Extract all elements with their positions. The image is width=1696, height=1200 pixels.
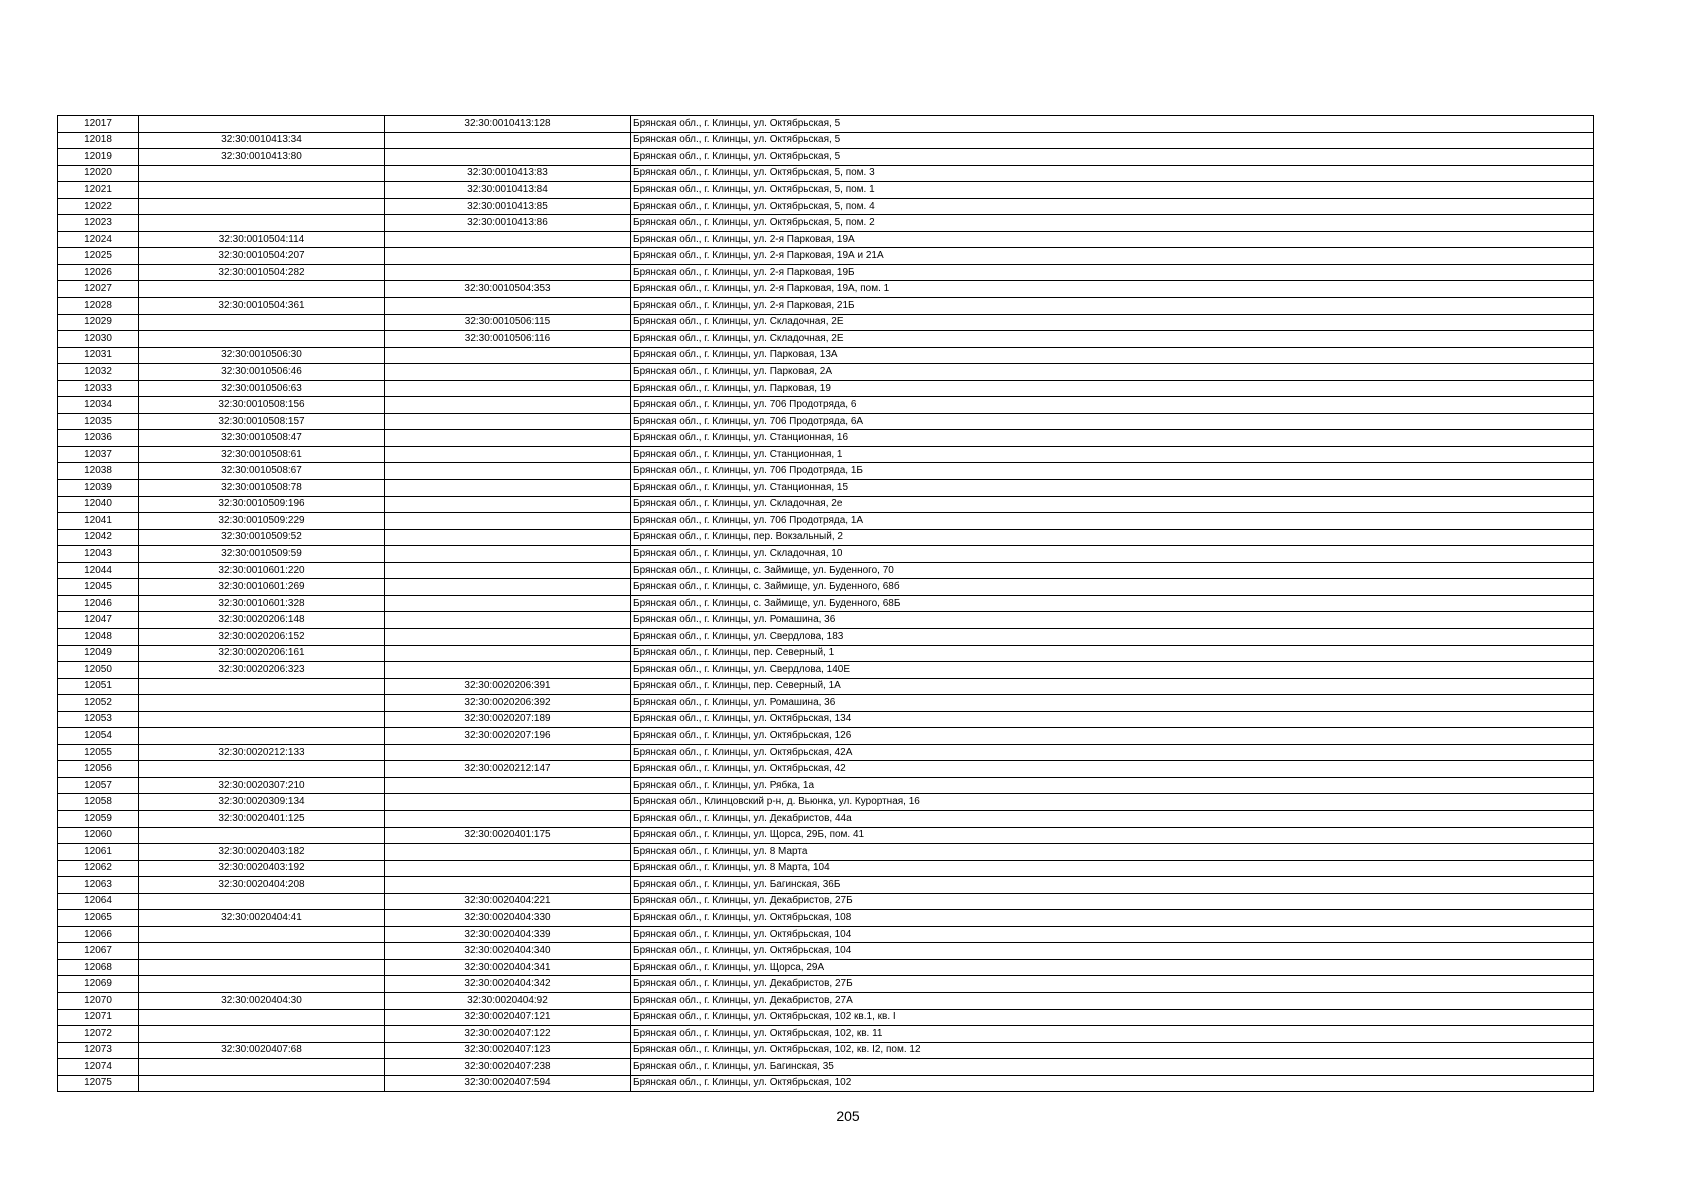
cadastral-number-object-cell <box>385 380 631 397</box>
row-number-cell: 12044 <box>58 562 139 579</box>
address-cell: Брянская обл., г. Клинцы, ул. Октябрьская, 126 <box>631 728 1594 745</box>
cadastral-number-object-cell <box>385 810 631 827</box>
cadastral-number-object-cell <box>385 612 631 629</box>
table-row <box>58 513 1594 530</box>
cadastral-number-cell: 32:30:0020206:323 <box>139 662 385 679</box>
table-row <box>58 612 1594 629</box>
row-number-cell: 12073 <box>58 1042 139 1059</box>
row-number-cell: 12056 <box>58 761 139 778</box>
cadastral-number-cell: 32:30:0020206:161 <box>139 645 385 662</box>
cadastral-number-cell: 32:30:0010504:114 <box>139 231 385 248</box>
address-cell: Брянская обл., г. Клинцы, ул. Октябрьская, 5, пом. 4 <box>631 198 1594 215</box>
address-cell: Брянская обл., Клинцовский р-н, д. Вьюнка, ул. Курортная, 16 <box>631 794 1594 811</box>
cadastral-number-cell: 32:30:0010506:46 <box>139 364 385 381</box>
cadastral-number-object-cell: 32:30:0020404:330 <box>385 910 631 927</box>
table-row <box>58 926 1594 943</box>
row-number-cell: 12020 <box>58 165 139 182</box>
address-cell: Брянская обл., г. Клинцы, с. Займище, ул. Буденного, 68Б <box>631 595 1594 612</box>
address-cell: Брянская обл., г. Клинцы, ул. Парковая, 19 <box>631 380 1594 397</box>
cadastral-number-object-cell: 32:30:0020404:341 <box>385 959 631 976</box>
cadastral-number-cell: 32:30:0010413:80 <box>139 149 385 166</box>
address-cell: Брянская обл., г. Клинцы, с. Займище, ул. Буденного, 70 <box>631 562 1594 579</box>
row-number-cell: 12059 <box>58 810 139 827</box>
row-number-cell: 12026 <box>58 264 139 281</box>
cadastral-number-object-cell: 32:30:0020407:121 <box>385 1009 631 1026</box>
cadastral-number-object-cell <box>385 149 631 166</box>
cadastral-number-cell: 32:30:0010509:52 <box>139 529 385 546</box>
row-number-cell: 12051 <box>58 678 139 695</box>
cadastral-number-cell: 32:30:0010504:282 <box>139 264 385 281</box>
row-number-cell: 12028 <box>58 298 139 315</box>
cadastral-number-cell: 32:30:0010601:269 <box>139 579 385 596</box>
cadastral-number-object-cell: 32:30:0020407:123 <box>385 1042 631 1059</box>
cadastral-number-cell <box>139 761 385 778</box>
cadastral-number-object-cell <box>385 744 631 761</box>
table-row <box>58 480 1594 497</box>
cadastral-number-object-cell <box>385 877 631 894</box>
address-cell: Брянская обл., г. Клинцы, ул. Октябрьская, 102, кв. I2, пом. 12 <box>631 1042 1594 1059</box>
table-row <box>58 446 1594 463</box>
table-row <box>58 761 1594 778</box>
table-row <box>58 794 1594 811</box>
address-cell: Брянская обл., г. Клинцы, ул. Октябрьская, 5 <box>631 149 1594 166</box>
cadastral-number-cell: 32:30:0010504:361 <box>139 298 385 315</box>
cadastral-number-cell <box>139 943 385 960</box>
cadastral-number-object-cell <box>385 298 631 315</box>
cadastral-number-cell: 32:30:0020403:192 <box>139 860 385 877</box>
row-number-cell: 12047 <box>58 612 139 629</box>
row-number-cell: 12066 <box>58 926 139 943</box>
table-row <box>58 331 1594 348</box>
table-row <box>58 165 1594 182</box>
cadastral-number-cell: 32:30:0010601:220 <box>139 562 385 579</box>
cadastral-number-object-cell <box>385 446 631 463</box>
table-row <box>58 314 1594 331</box>
row-number-cell: 12041 <box>58 513 139 530</box>
row-number-cell: 12017 <box>58 116 139 133</box>
address-cell: Брянская обл., г. Клинцы, ул. Свердлова, 183 <box>631 628 1594 645</box>
cadastral-number-cell: 32:30:0020307:210 <box>139 777 385 794</box>
cadastral-number-cell <box>139 976 385 993</box>
address-cell: Брянская обл., г. Клинцы, ул. Свердлова, 140Е <box>631 662 1594 679</box>
address-cell: Брянская обл., г. Клинцы, ул. Октябрьская, 5, пом. 2 <box>631 215 1594 232</box>
row-number-cell: 12053 <box>58 711 139 728</box>
cadastral-number-object-cell: 32:30:0010504:353 <box>385 281 631 298</box>
cadastral-number-cell <box>139 959 385 976</box>
cadastral-number-cell <box>139 1059 385 1076</box>
table-row <box>58 413 1594 430</box>
row-number-cell: 12029 <box>58 314 139 331</box>
row-number-cell: 12039 <box>58 480 139 497</box>
cadastral-number-object-cell <box>385 662 631 679</box>
cadastral-number-object-cell <box>385 132 631 149</box>
cadastral-number-object-cell <box>385 463 631 480</box>
cadastral-number-cell: 32:30:0010506:30 <box>139 347 385 364</box>
address-cell: Брянская обл., г. Клинцы, ул. Парковая, 13А <box>631 347 1594 364</box>
address-cell: Брянская обл., г. Клинцы, ул. 2-я Парковая, 19А и 21А <box>631 248 1594 265</box>
cadastral-number-object-cell: 32:30:0020212:147 <box>385 761 631 778</box>
table-row <box>58 116 1594 133</box>
cadastral-number-cell: 32:30:0010509:229 <box>139 513 385 530</box>
cadastral-number-object-cell <box>385 496 631 513</box>
address-cell: Брянская обл., г. Клинцы, ул. 2-я Парковая, 19Б <box>631 264 1594 281</box>
row-number-cell: 12037 <box>58 446 139 463</box>
cadastral-number-cell <box>139 331 385 348</box>
cadastral-number-cell: 32:30:0020404:208 <box>139 877 385 894</box>
cadastral-number-cell: 32:30:0020206:148 <box>139 612 385 629</box>
address-cell: Брянская обл., г. Клинцы, ул. Октябрьская, 102, кв. 11 <box>631 1026 1594 1043</box>
cadastral-number-cell: 32:30:0010508:157 <box>139 413 385 430</box>
page-number: 205 <box>836 1108 860 1124</box>
cadastral-number-cell <box>139 678 385 695</box>
cadastral-number-cell <box>139 281 385 298</box>
address-cell: Брянская обл., г. Клинцы, ул. Октябрьская, 108 <box>631 910 1594 927</box>
cadastral-number-cell <box>139 926 385 943</box>
row-number-cell: 12025 <box>58 248 139 265</box>
table-row <box>58 711 1594 728</box>
cadastral-number-object-cell <box>385 430 631 447</box>
cadastral-number-cell: 32:30:0010508:67 <box>139 463 385 480</box>
cadastral-number-object-cell <box>385 480 631 497</box>
row-number-cell: 12022 <box>58 198 139 215</box>
cadastral-number-object-cell: 32:30:0020404:92 <box>385 992 631 1009</box>
row-number-cell: 12057 <box>58 777 139 794</box>
row-number-cell: 12048 <box>58 628 139 645</box>
row-number-cell: 12038 <box>58 463 139 480</box>
row-number-cell: 12021 <box>58 182 139 199</box>
table-row <box>58 264 1594 281</box>
address-cell: Брянская обл., г. Клинцы, ул. Октябрьская, 102 <box>631 1075 1594 1092</box>
table-row <box>58 628 1594 645</box>
address-cell: Брянская обл., г. Клинцы, ул. Багинская, 35 <box>631 1059 1594 1076</box>
table-row <box>58 529 1594 546</box>
cadastral-number-object-cell: 32:30:0010413:85 <box>385 198 631 215</box>
cadastral-number-cell: 32:30:0020403:182 <box>139 844 385 861</box>
address-cell: Брянская обл., г. Клинцы, ул. Ромашина, 36 <box>631 612 1594 629</box>
table-row <box>58 132 1594 149</box>
address-cell: Брянская обл., г. Клинцы, пер. Северный, 1А <box>631 678 1594 695</box>
address-cell: Брянская обл., г. Клинцы, ул. 706 Продотряда, 1А <box>631 513 1594 530</box>
cadastral-number-cell: 32:30:0010504:207 <box>139 248 385 265</box>
row-number-cell: 12036 <box>58 430 139 447</box>
cadastral-number-object-cell: 32:30:0010506:116 <box>385 331 631 348</box>
cadastral-number-cell <box>139 711 385 728</box>
table-row <box>58 149 1594 166</box>
row-number-cell: 12019 <box>58 149 139 166</box>
table-row <box>58 844 1594 861</box>
cadastral-number-object-cell <box>385 529 631 546</box>
cadastral-number-object-cell <box>385 579 631 596</box>
cadastral-number-object-cell: 32:30:0020404:221 <box>385 893 631 910</box>
address-cell: Брянская обл., г. Клинцы, ул. Складочная, 2е <box>631 496 1594 513</box>
cadastral-number-cell <box>139 1009 385 1026</box>
table-row <box>58 1042 1594 1059</box>
cadastral-number-object-cell: 32:30:0020407:594 <box>385 1075 631 1092</box>
table-row <box>58 496 1594 513</box>
address-cell: Брянская обл., г. Клинцы, ул. Рябка, 1а <box>631 777 1594 794</box>
row-number-cell: 12045 <box>58 579 139 596</box>
row-number-cell: 12065 <box>58 910 139 927</box>
address-cell: Брянская обл., г. Клинцы, ул. 2-я Парковая, 21Б <box>631 298 1594 315</box>
cadastral-number-cell: 32:30:0010508:47 <box>139 430 385 447</box>
address-cell: Брянская обл., г. Клинцы, ул. Щорса, 29Б, пом. 41 <box>631 827 1594 844</box>
cadastral-number-cell <box>139 215 385 232</box>
cadastral-number-cell: 32:30:0010509:196 <box>139 496 385 513</box>
table-row <box>58 893 1594 910</box>
row-number-cell: 12035 <box>58 413 139 430</box>
row-number-cell: 12042 <box>58 529 139 546</box>
address-cell: Брянская обл., г. Клинцы, ул. Складочная, 2Е <box>631 314 1594 331</box>
cadastral-number-object-cell <box>385 413 631 430</box>
table-row <box>58 1059 1594 1076</box>
cadastral-number-object-cell <box>385 264 631 281</box>
cadastral-number-object-cell <box>385 364 631 381</box>
cadastral-number-object-cell: 32:30:0020404:342 <box>385 976 631 993</box>
address-cell: Брянская обл., г. Клинцы, ул. 8 Марта, 104 <box>631 860 1594 877</box>
cadastral-number-object-cell: 32:30:0010413:83 <box>385 165 631 182</box>
table-row <box>58 877 1594 894</box>
address-cell: Брянская обл., г. Клинцы, ул. Октябрьская, 5 <box>631 132 1594 149</box>
row-number-cell: 12052 <box>58 695 139 712</box>
address-cell: Брянская обл., г. Клинцы, ул. Октябрьская, 42А <box>631 744 1594 761</box>
row-number-cell: 12067 <box>58 943 139 960</box>
table-row <box>58 562 1594 579</box>
table-row <box>58 182 1594 199</box>
address-cell: Брянская обл., г. Клинцы, ул. Октябрьская, 5, пом. 3 <box>631 165 1594 182</box>
row-number-cell: 12030 <box>58 331 139 348</box>
cadastral-number-object-cell: 32:30:0010413:86 <box>385 215 631 232</box>
cadastral-number-cell <box>139 827 385 844</box>
registry-table-body <box>58 116 1594 1092</box>
table-row <box>58 695 1594 712</box>
table-row <box>58 430 1594 447</box>
address-cell: Брянская обл., г. Клинцы, ул. Декабристов, 27Б <box>631 976 1594 993</box>
cadastral-number-object-cell <box>385 231 631 248</box>
row-number-cell: 12050 <box>58 662 139 679</box>
row-number-cell: 12043 <box>58 546 139 563</box>
row-number-cell: 12054 <box>58 728 139 745</box>
cadastral-number-object-cell <box>385 595 631 612</box>
row-number-cell: 12049 <box>58 645 139 662</box>
row-number-cell: 12032 <box>58 364 139 381</box>
cadastral-number-cell: 32:30:0020407:68 <box>139 1042 385 1059</box>
cadastral-number-cell: 32:30:0020309:134 <box>139 794 385 811</box>
cadastral-number-cell <box>139 198 385 215</box>
address-cell: Брянская обл., г. Клинцы, ул. Октябрьская, 104 <box>631 926 1594 943</box>
address-cell: Брянская обл., г. Клинцы, пер. Вокзальный, 2 <box>631 529 1594 546</box>
row-number-cell: 12062 <box>58 860 139 877</box>
address-cell: Брянская обл., г. Клинцы, ул. 8 Марта <box>631 844 1594 861</box>
table-row <box>58 1009 1594 1026</box>
cadastral-number-object-cell <box>385 645 631 662</box>
table-row <box>58 364 1594 381</box>
cadastral-number-object-cell <box>385 513 631 530</box>
row-number-cell: 12024 <box>58 231 139 248</box>
row-number-cell: 12071 <box>58 1009 139 1026</box>
address-cell: Брянская обл., г. Клинцы, ул. Парковая, 2А <box>631 364 1594 381</box>
table-row <box>58 198 1594 215</box>
table-row <box>58 777 1594 794</box>
table-row <box>58 1075 1594 1092</box>
row-number-cell: 12068 <box>58 959 139 976</box>
address-cell: Брянская обл., г. Клинцы, ул. Октябрьская, 104 <box>631 943 1594 960</box>
row-number-cell: 12055 <box>58 744 139 761</box>
table-row <box>58 827 1594 844</box>
cadastral-number-cell <box>139 182 385 199</box>
cadastral-number-cell: 32:30:0020404:30 <box>139 992 385 1009</box>
address-cell: Брянская обл., г. Клинцы, ул. Декабристов, 44а <box>631 810 1594 827</box>
table-row <box>58 678 1594 695</box>
cadastral-number-object-cell: 32:30:0020407:122 <box>385 1026 631 1043</box>
cadastral-number-object-cell: 32:30:0010413:128 <box>385 116 631 133</box>
address-cell: Брянская обл., г. Клинцы, ул. Станционная, 16 <box>631 430 1594 447</box>
cadastral-number-object-cell: 32:30:0020404:340 <box>385 943 631 960</box>
address-cell: Брянская обл., г. Клинцы, ул. Октябрьская, 102 кв.1, кв. I <box>631 1009 1594 1026</box>
address-cell: Брянская обл., г. Клинцы, ул. Станционная, 1 <box>631 446 1594 463</box>
cadastral-number-object-cell: 32:30:0020206:391 <box>385 678 631 695</box>
cadastral-number-cell <box>139 728 385 745</box>
cadastral-number-object-cell <box>385 844 631 861</box>
cadastral-number-cell: 32:30:0010509:59 <box>139 546 385 563</box>
table-row <box>58 595 1594 612</box>
address-cell: Брянская обл., г. Клинцы, ул. Складочная, 2Е <box>631 331 1594 348</box>
cadastral-number-cell <box>139 1075 385 1092</box>
cadastral-number-object-cell: 32:30:0020404:339 <box>385 926 631 943</box>
table-row <box>58 992 1594 1009</box>
table-row <box>58 463 1594 480</box>
cadastral-number-cell: 32:30:0010506:63 <box>139 380 385 397</box>
cadastral-number-object-cell: 32:30:0020401:175 <box>385 827 631 844</box>
table-row <box>58 397 1594 414</box>
cadastral-number-cell: 32:30:0020212:133 <box>139 744 385 761</box>
address-cell: Брянская обл., г. Клинцы, ул. 2-я Парковая, 19А, пом. 1 <box>631 281 1594 298</box>
cadastral-number-object-cell: 32:30:0020407:238 <box>385 1059 631 1076</box>
cadastral-number-cell: 32:30:0010601:328 <box>139 595 385 612</box>
table-row <box>58 231 1594 248</box>
address-cell: Брянская обл., г. Клинцы, ул. Станционная, 15 <box>631 480 1594 497</box>
row-number-cell: 12046 <box>58 595 139 612</box>
table-row <box>58 744 1594 761</box>
cadastral-number-object-cell: 32:30:0020206:392 <box>385 695 631 712</box>
row-number-cell: 12074 <box>58 1059 139 1076</box>
table-row <box>58 810 1594 827</box>
row-number-cell: 12063 <box>58 877 139 894</box>
address-cell: Брянская обл., г. Клинцы, ул. Багинская, 36Б <box>631 877 1594 894</box>
cadastral-number-cell: 32:30:0020401:125 <box>139 810 385 827</box>
cadastral-number-object-cell: 32:30:0020207:189 <box>385 711 631 728</box>
cadastral-number-cell: 32:30:0010508:61 <box>139 446 385 463</box>
cadastral-number-object-cell: 32:30:0020207:196 <box>385 728 631 745</box>
row-number-cell: 12069 <box>58 976 139 993</box>
cadastral-number-object-cell <box>385 794 631 811</box>
table-row <box>58 860 1594 877</box>
address-cell: Брянская обл., г. Клинцы, ул. Октябрьская, 5 <box>631 116 1594 133</box>
row-number-cell: 12034 <box>58 397 139 414</box>
address-cell: Брянская обл., г. Клинцы, пер. Северный, 1 <box>631 645 1594 662</box>
table-row <box>58 1026 1594 1043</box>
cadastral-number-object-cell <box>385 562 631 579</box>
row-number-cell: 12061 <box>58 844 139 861</box>
table-row <box>58 910 1594 927</box>
table-row <box>58 347 1594 364</box>
table-row <box>58 579 1594 596</box>
row-number-cell: 12040 <box>58 496 139 513</box>
table-row <box>58 728 1594 745</box>
cadastral-number-object-cell <box>385 546 631 563</box>
table-row <box>58 976 1594 993</box>
row-number-cell: 12018 <box>58 132 139 149</box>
row-number-cell: 12072 <box>58 1026 139 1043</box>
address-cell: Брянская обл., г. Клинцы, ул. Декабристов, 27А <box>631 992 1594 1009</box>
row-number-cell: 12027 <box>58 281 139 298</box>
cadastral-number-cell <box>139 116 385 133</box>
address-cell: Брянская обл., г. Клинцы, ул. 706 Продотряда, 6 <box>631 397 1594 414</box>
cadastral-number-cell: 32:30:0020206:152 <box>139 628 385 645</box>
cadastral-number-object-cell <box>385 777 631 794</box>
address-cell: Брянская обл., г. Клинцы, ул. Октябрьская, 42 <box>631 761 1594 778</box>
cadastral-number-object-cell: 32:30:0010506:115 <box>385 314 631 331</box>
cadastral-number-object-cell <box>385 397 631 414</box>
address-cell: Брянская обл., г. Клинцы, ул. Октябрьская, 134 <box>631 711 1594 728</box>
cadastral-number-cell: 32:30:0010508:78 <box>139 480 385 497</box>
address-cell: Брянская обл., г. Клинцы, ул. Декабристов, 27Б <box>631 893 1594 910</box>
address-cell: Брянская обл., г. Клинцы, ул. Щорса, 29А <box>631 959 1594 976</box>
cadastral-number-cell: 32:30:0020404:41 <box>139 910 385 927</box>
address-cell: Брянская обл., г. Клинцы, ул. 706 Продотряда, 1Б <box>631 463 1594 480</box>
row-number-cell: 12023 <box>58 215 139 232</box>
cadastral-number-object-cell <box>385 628 631 645</box>
cadastral-number-object-cell <box>385 248 631 265</box>
row-number-cell: 12064 <box>58 893 139 910</box>
table-row <box>58 546 1594 563</box>
registry-table <box>57 115 1594 1092</box>
cadastral-number-cell <box>139 165 385 182</box>
table-row <box>58 298 1594 315</box>
address-cell: Брянская обл., г. Клинцы, ул. 2-я Парковая, 19А <box>631 231 1594 248</box>
cadastral-number-object-cell <box>385 347 631 364</box>
cadastral-number-cell: 32:30:0010508:156 <box>139 397 385 414</box>
address-cell: Брянская обл., г. Клинцы, с. Займище, ул. Буденного, 68б <box>631 579 1594 596</box>
table-row <box>58 662 1594 679</box>
table-row <box>58 959 1594 976</box>
cadastral-number-cell <box>139 893 385 910</box>
cadastral-number-object-cell <box>385 860 631 877</box>
row-number-cell: 12033 <box>58 380 139 397</box>
table-row <box>58 380 1594 397</box>
row-number-cell: 12070 <box>58 992 139 1009</box>
row-number-cell: 12075 <box>58 1075 139 1092</box>
row-number-cell: 12031 <box>58 347 139 364</box>
address-cell: Брянская обл., г. Клинцы, ул. Складочная, 10 <box>631 546 1594 563</box>
cadastral-number-cell <box>139 695 385 712</box>
table-row <box>58 248 1594 265</box>
address-cell: Брянская обл., г. Клинцы, ул. Октябрьская, 5, пом. 1 <box>631 182 1594 199</box>
row-number-cell: 12060 <box>58 827 139 844</box>
address-cell: Брянская обл., г. Клинцы, ул. Ромашина, 36 <box>631 695 1594 712</box>
cadastral-number-cell: 32:30:0010413:34 <box>139 132 385 149</box>
table-row <box>58 645 1594 662</box>
cadastral-number-cell <box>139 314 385 331</box>
table-row <box>58 281 1594 298</box>
row-number-cell: 12058 <box>58 794 139 811</box>
cadastral-number-object-cell: 32:30:0010413:84 <box>385 182 631 199</box>
table-row <box>58 943 1594 960</box>
table-row <box>58 215 1594 232</box>
address-cell: Брянская обл., г. Клинцы, ул. 706 Продотряда, 6А <box>631 413 1594 430</box>
cadastral-number-cell <box>139 1026 385 1043</box>
